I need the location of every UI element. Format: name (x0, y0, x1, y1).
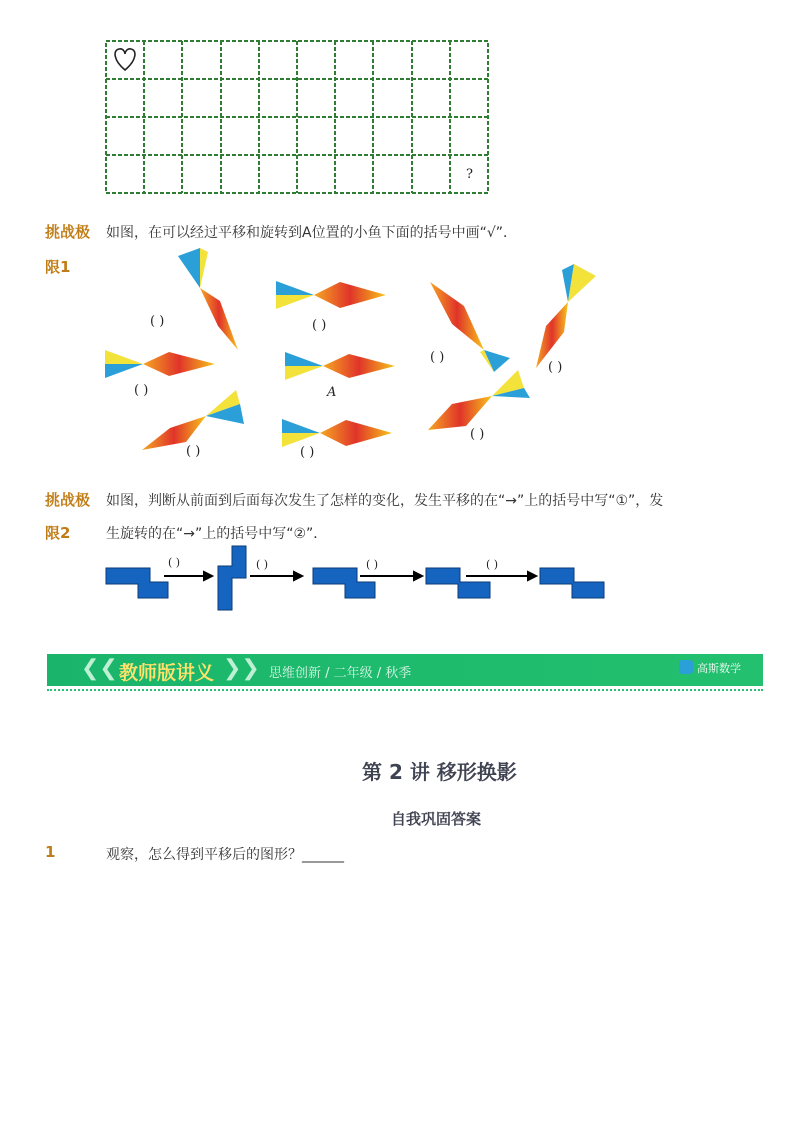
challenge2-text-line1: 如图，判断从前面到后面每次发生了怎样的变化，发生平移的在“→”上的括号中写“①”，发 (106, 493, 664, 509)
paren-2[interactable]: ( ) (312, 318, 327, 333)
chevron-left-icon: ❮❮ (81, 656, 118, 681)
banner-sub: 思维创新 / 二年级 / 秋季 (269, 666, 412, 681)
heart-outline-icon (115, 49, 135, 70)
banner-main: 教师版讲义 (119, 662, 215, 684)
banner-divider (47, 689, 763, 691)
paren-7[interactable]: ( ) (300, 445, 315, 460)
challenge2-tag: 挑战极 (45, 491, 91, 509)
step-shape-4 (426, 568, 490, 598)
question-text: 观察，怎么得到平移后的图形？______ (106, 847, 344, 863)
question-number: 1 (45, 843, 56, 861)
challenge1-tag: 挑战极 (45, 223, 91, 241)
fish-6 (140, 388, 246, 452)
paren-1[interactable]: ( ) (150, 314, 165, 329)
section-subtitle: 自我巩固答案 (391, 810, 482, 828)
fish-4 (534, 262, 598, 370)
fish-7 (282, 416, 394, 450)
challenge1-text: 如图，在可以经过平移和旋转到A位置的小鱼下面的括号中画“√”． (106, 225, 518, 241)
step-shape-2 (218, 546, 246, 610)
fish-5 (105, 348, 217, 380)
challenge1-tag-2: 限1 (45, 258, 71, 276)
paren-3[interactable]: ( ) (430, 350, 445, 365)
grid-question-mark: ? (466, 167, 473, 182)
page-title: 第 2 讲 移形换影 (362, 760, 517, 784)
challenge2-tag-2: 限2 (45, 524, 71, 542)
fish-2 (276, 278, 388, 312)
logo-icon (679, 660, 693, 674)
label-a: A (327, 385, 337, 400)
paren-5[interactable]: ( ) (134, 383, 149, 398)
dotted-grid (105, 40, 489, 194)
step-shape-5 (540, 568, 604, 598)
arrow-paren-2[interactable]: ( ) (256, 558, 269, 571)
paren-4[interactable]: ( ) (548, 360, 563, 375)
fish-a (285, 350, 397, 382)
arrow-paren-3[interactable]: ( ) (366, 558, 379, 571)
arrow-paren-4[interactable]: ( ) (486, 558, 499, 571)
fish-8 (426, 368, 532, 432)
step-shape-3 (313, 568, 375, 598)
step-shape-1 (106, 568, 168, 598)
chevron-right-icon: ❯❯ (223, 656, 260, 681)
banner-logo: 高斯数学 (697, 662, 741, 675)
fish-1 (170, 246, 240, 352)
challenge2-text-line2: 生旋转的在“→”上的括号中写“②”． (106, 526, 328, 542)
paren-8[interactable]: ( ) (470, 427, 485, 442)
header-banner (47, 654, 763, 686)
shape-sequence (104, 544, 608, 612)
arrow-paren-1[interactable]: ( ) (168, 556, 181, 569)
paren-6[interactable]: ( ) (186, 444, 201, 459)
